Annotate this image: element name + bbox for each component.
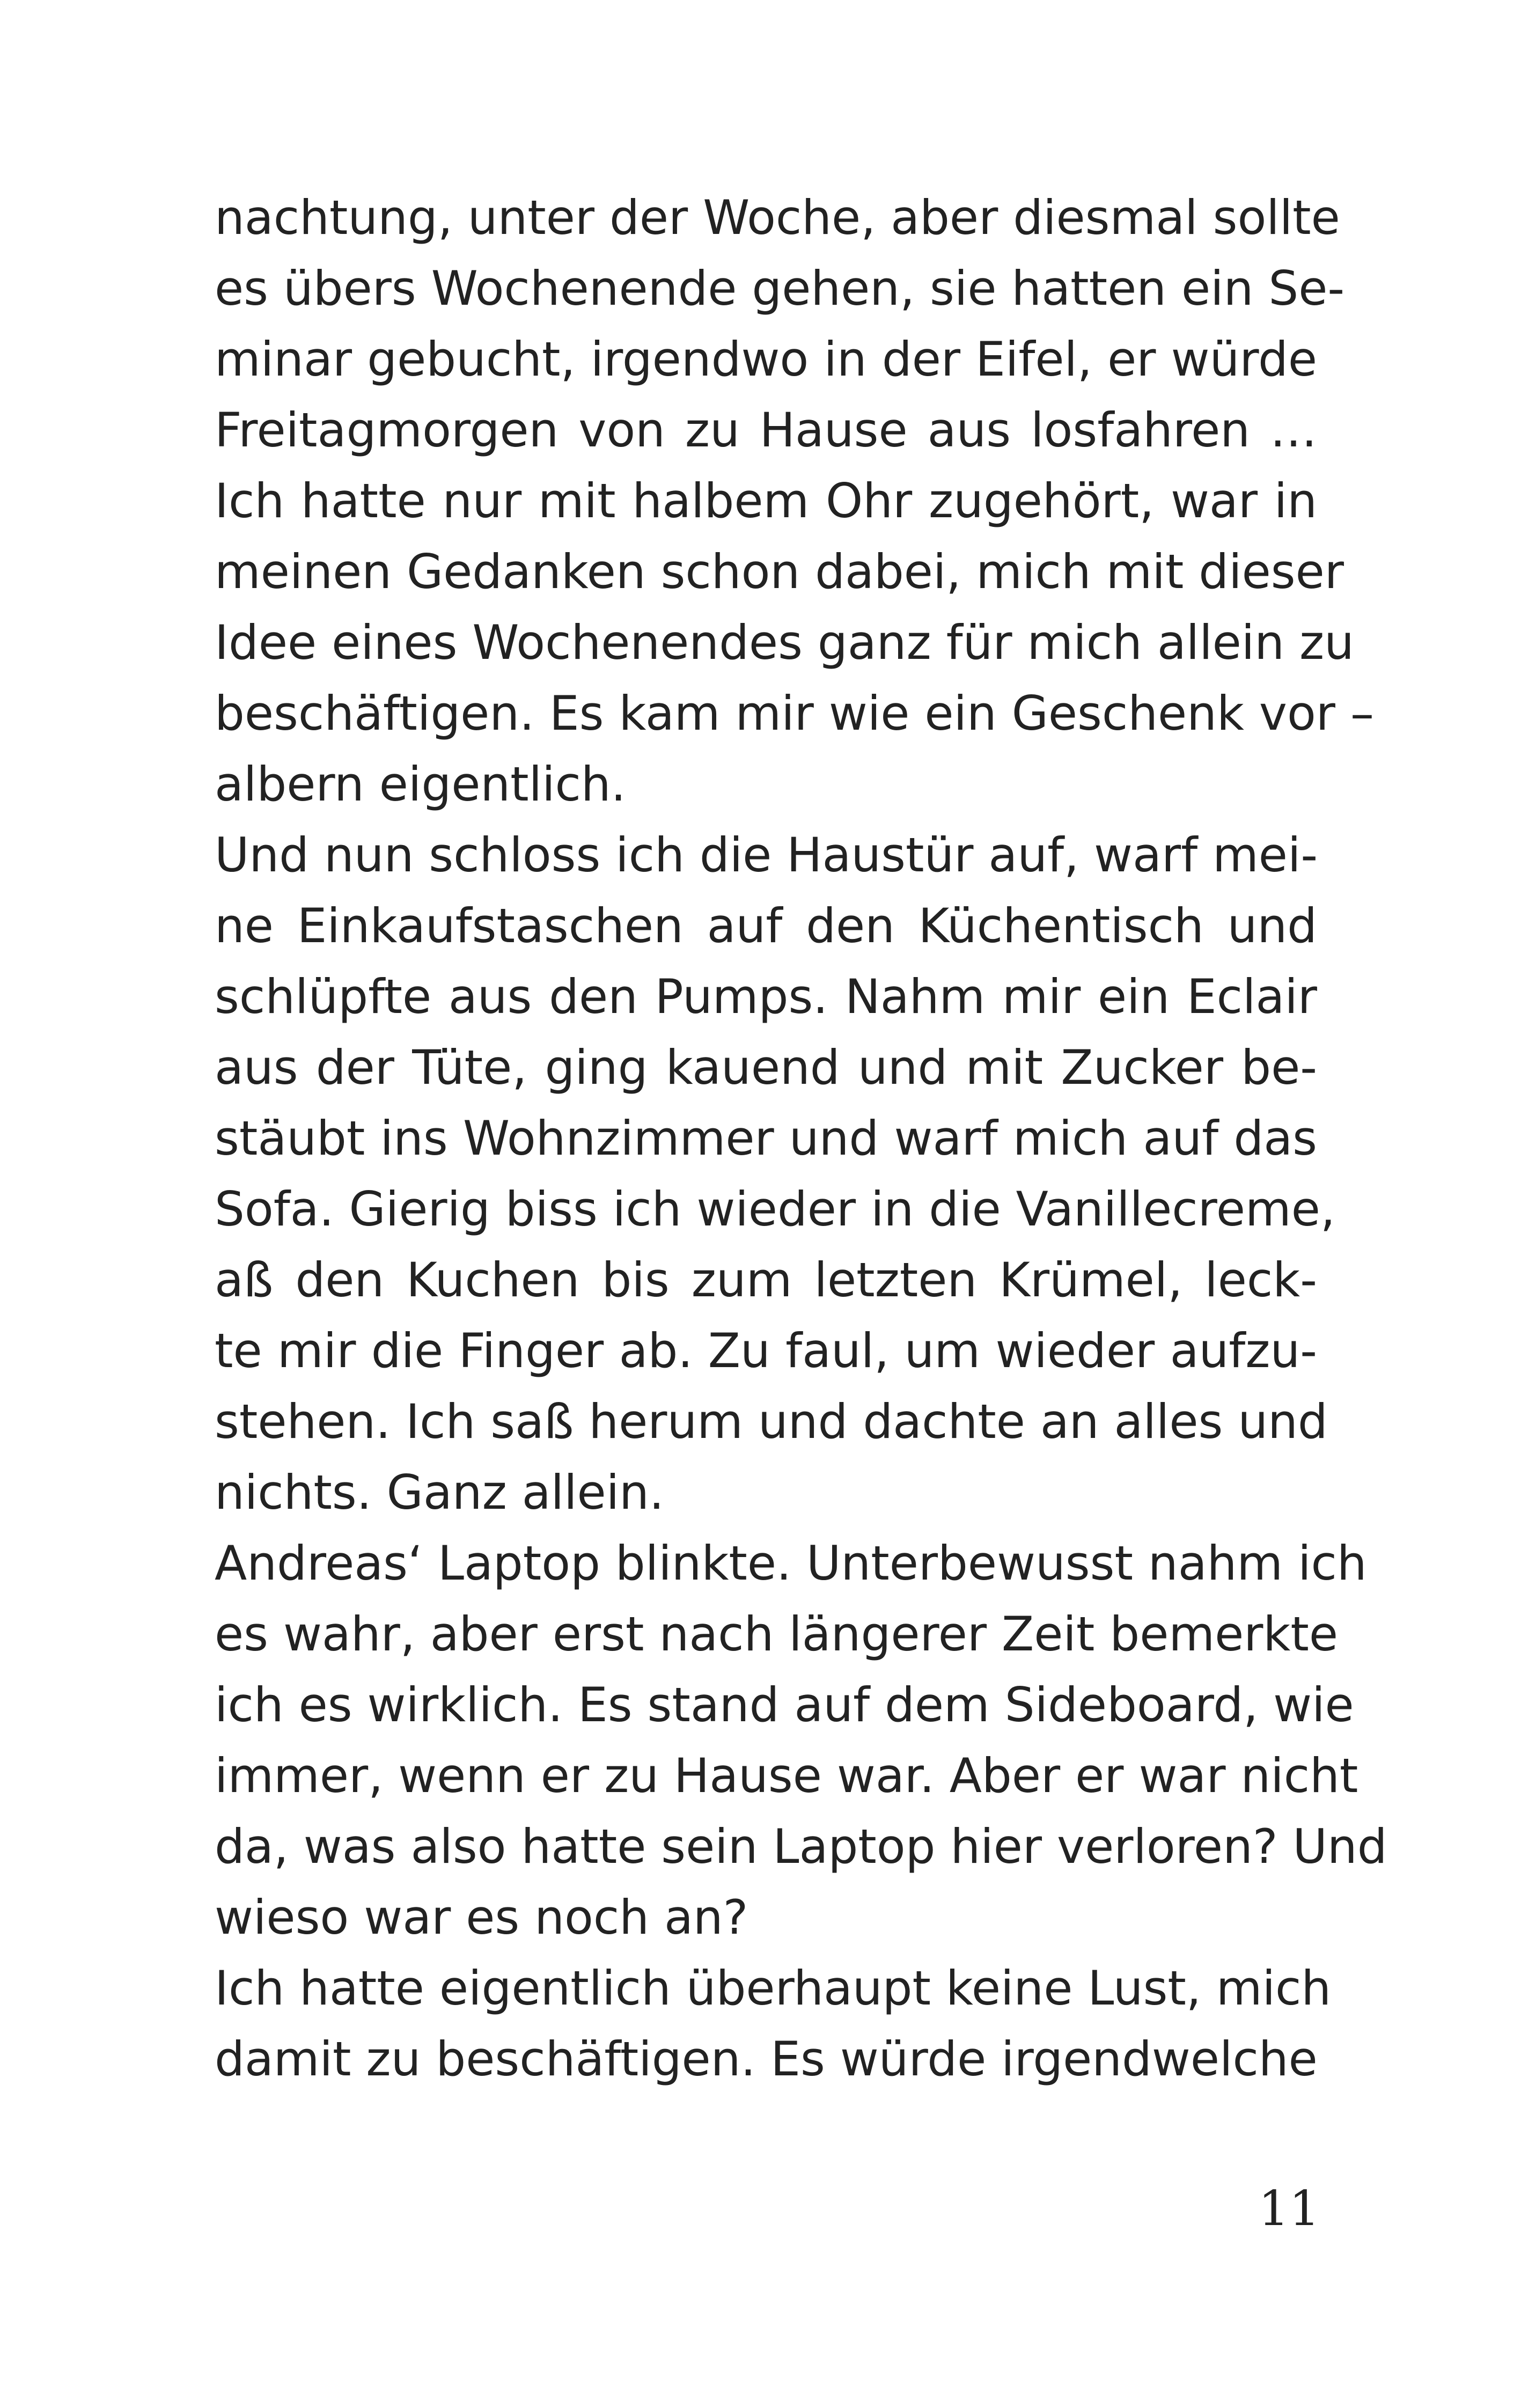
text-line: schlüpfte aus den Pumps. Nahm mir ein Eclair bbox=[215, 969, 1317, 1024]
text-line: ich es wirklich. Es stand auf dem Sideboard, wie bbox=[215, 1677, 1354, 1732]
text-line: meinen Gedanken schon dabei, mich mit dieser bbox=[215, 544, 1344, 599]
text-line: nichts. Ganz allein. bbox=[215, 1465, 664, 1520]
text-line: Und nun schloss ich die Haustür auf, warf mei- bbox=[215, 827, 1318, 883]
text-line: Andreas‘ Laptop blinkte. Unterbewusst nahm ich bbox=[215, 1536, 1367, 1591]
page-number: 11 bbox=[1258, 2181, 1320, 2237]
text-line: Freitagmorgen von zu Hause aus losfahren … bbox=[215, 402, 1317, 458]
text-line: Idee eines Wochenendes ganz für mich allein zu bbox=[215, 615, 1354, 670]
text-line: wieso war es noch an? bbox=[215, 1890, 748, 1945]
text-line: da, was also hatte sein Laptop hier verloren? Und bbox=[215, 1819, 1387, 1874]
text-line: immer, wenn er zu Hause war. Aber er war nicht bbox=[215, 1748, 1358, 1803]
text-line: es wahr, aber erst nach längerer Zeit bemerkte bbox=[215, 1606, 1338, 1662]
text-line: es übers Wochenende gehen, sie hatten ein Se- bbox=[215, 261, 1345, 316]
text-line: Sofa. Gierig biss ich wieder in die Vanillecreme, bbox=[215, 1181, 1335, 1237]
text-line: Ich hatte nur mit halbem Ohr zugehört, war in bbox=[215, 473, 1317, 528]
text-line: stehen. Ich saß herum und dachte an alles und bbox=[215, 1394, 1328, 1449]
text-line: ne Einkaufstaschen auf den Küchentisch und bbox=[215, 898, 1317, 953]
text-line: beschäftigen. Es kam mir wie ein Geschenk vor – bbox=[215, 686, 1374, 741]
text-line: Ich hatte eigentlich überhaupt keine Lust, mich bbox=[215, 1961, 1332, 2016]
text-line: albern eigentlich. bbox=[215, 757, 626, 812]
text-line: minar gebucht, irgendwo in der Eifel, er würde bbox=[215, 332, 1317, 387]
text-line: te mir die Finger ab. Zu faul, um wieder aufzu- bbox=[215, 1323, 1317, 1378]
text-line: aß den Kuchen bis zum letzten Krümel, leck- bbox=[215, 1252, 1317, 1308]
text-line: nachtung, unter der Woche, aber diesmal sollte bbox=[215, 190, 1340, 245]
body-text bbox=[215, 182, 1387, 2095]
text-line: stäubt ins Wohnzimmer und warf mich auf das bbox=[215, 1111, 1317, 1166]
text-line: aus der Tüte, ging kauend und mit Zucker be- bbox=[215, 1040, 1317, 1095]
text-line: damit zu beschäftigen. Es würde irgendwelche bbox=[215, 2031, 1318, 2087]
